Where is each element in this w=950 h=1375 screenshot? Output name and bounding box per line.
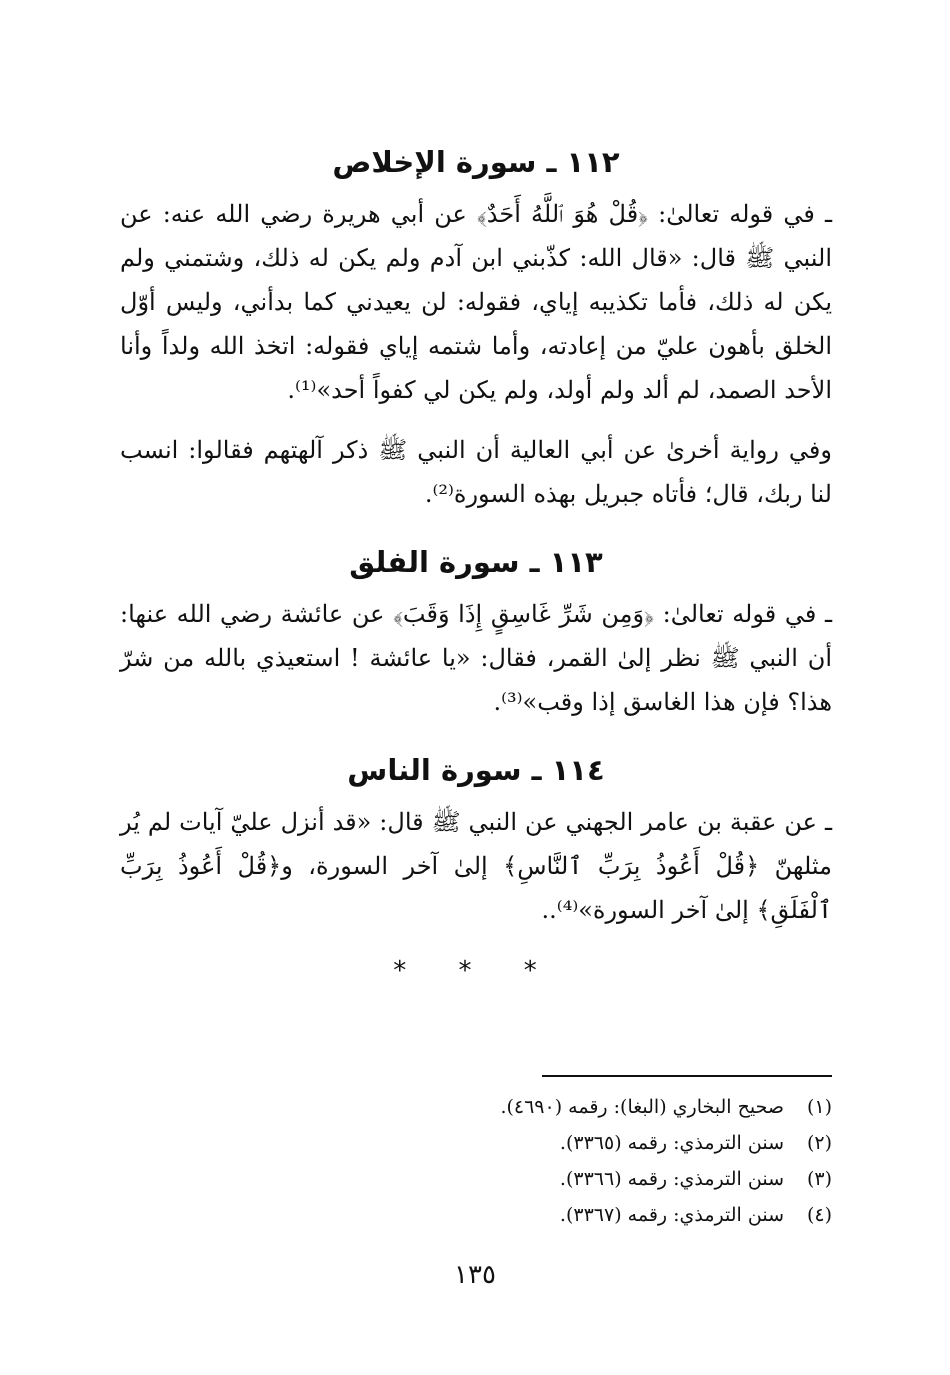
footnote-number: (٤) <box>806 1204 832 1226</box>
footnotes <box>120 1075 832 1233</box>
page-number: ١٣٥ <box>454 1260 496 1290</box>
footnote <box>120 1089 832 1125</box>
section-heading: ١١٣ ـ سورة الفلق <box>349 545 603 579</box>
section-heading: ١١٢ ـ سورة الإخلاص <box>332 145 620 179</box>
footnote <box>120 1125 832 1161</box>
footnote-rule <box>542 1075 832 1077</box>
footnote-number: (١) <box>806 1096 832 1118</box>
footnote-number: (٣) <box>806 1168 832 1190</box>
footnote <box>120 1161 832 1197</box>
page-body <box>120 140 832 1004</box>
footnote-text: سنن الترمذي: رقمه (٣٣٦٥). <box>559 1132 784 1154</box>
paragraph: وفي رواية أخرىٰ عن أبي العالية أن النبي ﷺ ذكر آلهتهم فقالوا: انسب لنا ربك، قال؛ فأتاه جبريل بهذه السورة⁽²⁾. <box>120 436 832 508</box>
footnote-text: صحيح البخاري (البغا): رقمه (٤٦٩٠). <box>500 1096 784 1118</box>
footnote-number: (٢) <box>806 1132 832 1154</box>
section-falaq <box>120 540 832 724</box>
footnote-text: سنن الترمذي: رقمه (٣٣٦٦). <box>559 1168 784 1190</box>
paragraph: ـ في قوله تعالىٰ: ﴿قُلْ هُوَ ٱللَّهُ أَحَدٌ﴾ عن أبي هريرة رضي الله عنه: عن النبي ﷺ قال: «قال الله: كذّبني ابن آدم ولم يكن له ذلك، وشتمني ولم يكن له ذلك، فأما تكذيبه إياي، فقوله: لن يعيدني كما بدأني، وليس أوّل الخلق بأهون عليّ من إعادته، وأما شتمه إياي فقوله: اتخذ الله ولداً وأنا الأحد الصمد، لم ألد ولم أولد، ولم يكن لي كفواً أحد»⁽¹⁾. <box>120 200 832 404</box>
paragraph: ـ في قوله تعالىٰ: ﴿وَمِن شَرِّ غَاسِقٍ إِذَا وَقَبَ﴾ عن عائشة رضي الله عنها: أن النبي ﷺ نظر إلىٰ القمر، فقال: «يا عائشة ! استعيذي بالله من شرّ هذا؟ فإن هذا الغاسق إذا وقب»⁽³⁾. <box>120 600 832 716</box>
section-heading: ١١٤ ـ سورة الناس <box>347 753 605 787</box>
footnote <box>120 1197 832 1233</box>
section-ikhlas <box>120 140 832 516</box>
footnote-text: سنن الترمذي: رقمه (٣٣٦٧). <box>559 1204 784 1226</box>
section-nas <box>120 748 832 932</box>
separator-stars: * * * <box>393 956 559 986</box>
paragraph: ـ عن عقبة بن عامر الجهني عن النبي ﷺ قال: «قد أنزل عليّ آيات لم يُر مثلهنّ ﴿قُلْ أَعُوذُ بِرَبِّ ٱلنَّاسِ﴾ إلىٰ آخر السورة، و﴿قُلْ أَعُوذُ بِرَبِّ ٱلْفَلَقِ﴾ إلىٰ آخر السورة»⁽⁴⁾.. <box>120 808 832 924</box>
